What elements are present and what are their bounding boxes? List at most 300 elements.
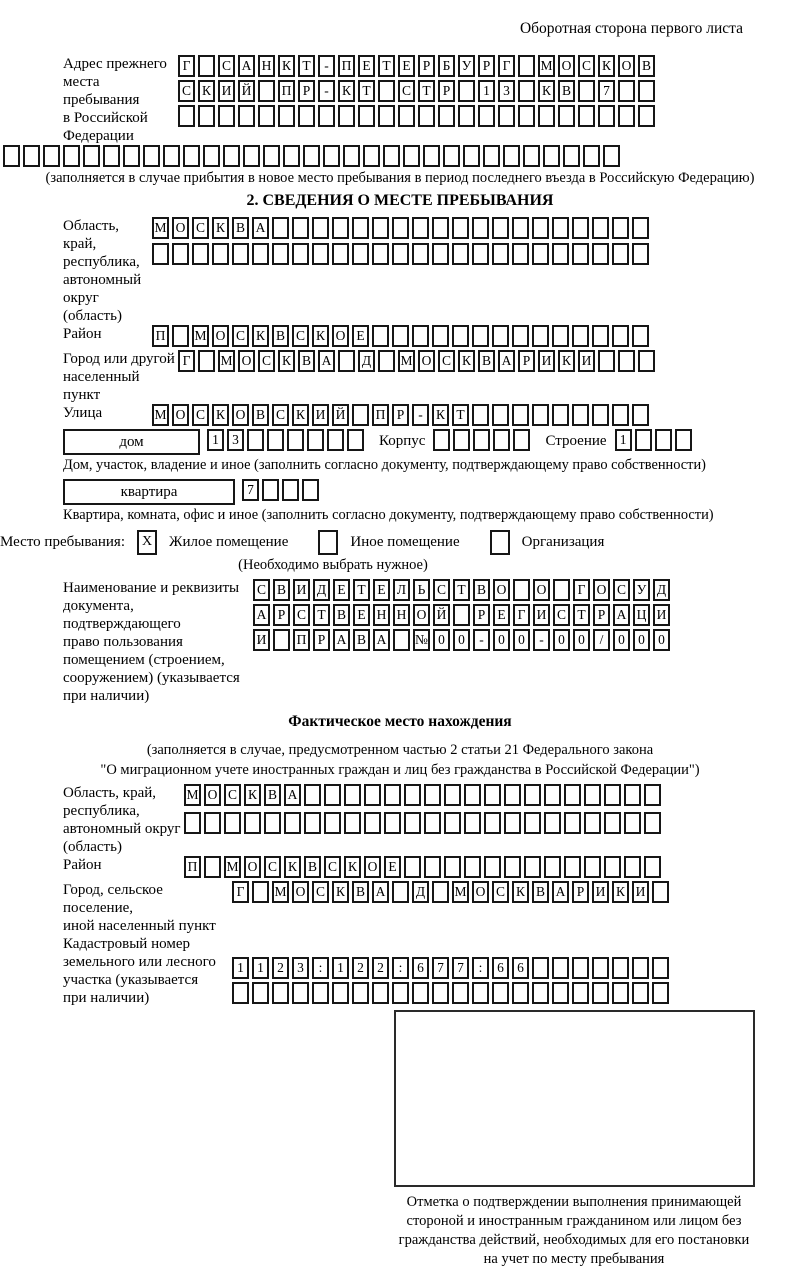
- char-cell: [472, 325, 489, 347]
- char-cell: [223, 145, 240, 167]
- char-cell: Т: [298, 55, 315, 77]
- actual-location-note-line-1: (заполняется в случае, предусмотренном частью 2 статьи 21 Федерального закона: [146, 741, 654, 758]
- region-row-1[interactable]: [152, 217, 652, 239]
- char-cell: О: [413, 604, 430, 626]
- char-cell: [504, 812, 521, 834]
- label-line: республика,: [63, 802, 140, 819]
- label-line: автономный округ: [63, 820, 181, 837]
- char-cell: [512, 243, 529, 265]
- char-cell: М: [192, 325, 209, 347]
- char-cell: [272, 243, 289, 265]
- char-cell: [292, 217, 309, 239]
- char-cell: [252, 243, 269, 265]
- char-cell: 2: [372, 957, 389, 979]
- char-cell: У: [458, 55, 475, 77]
- char-cell: [312, 217, 329, 239]
- label-line: (область): [63, 838, 122, 855]
- char-cell: Т: [418, 80, 435, 102]
- street-row[interactable]: [152, 404, 652, 426]
- char-cell: В: [304, 856, 321, 878]
- char-cell: [312, 982, 329, 1004]
- char-cell: [83, 145, 100, 167]
- house-section: [63, 429, 800, 455]
- char-cell: [464, 784, 481, 806]
- char-cell: [103, 145, 120, 167]
- char-cell: Р: [572, 881, 589, 903]
- char-cell: И: [653, 604, 670, 626]
- char-cell: [432, 325, 449, 347]
- char-cell: С: [292, 325, 309, 347]
- char-cell: Е: [352, 325, 369, 347]
- char-cell: [592, 404, 609, 426]
- char-cell: [3, 145, 20, 167]
- char-cell: Й: [332, 404, 349, 426]
- char-cell: К: [332, 881, 349, 903]
- char-cell: [513, 579, 530, 601]
- char-cell: Н: [393, 604, 410, 626]
- char-cell: [504, 784, 521, 806]
- char-cell: [63, 145, 80, 167]
- char-cell: 3: [498, 80, 515, 102]
- char-cell: К: [512, 881, 529, 903]
- stay-option-residential-label: Жилое помещение: [169, 534, 289, 551]
- char-cell: [244, 812, 261, 834]
- char-cell: [558, 105, 575, 127]
- char-cell: М: [152, 404, 169, 426]
- char-cell: Е: [333, 579, 350, 601]
- stroenie-label: Строение: [545, 433, 607, 450]
- char-cell: О: [364, 856, 381, 878]
- char-cell: [472, 404, 489, 426]
- char-cell: [632, 243, 649, 265]
- settlement-label: [63, 881, 232, 935]
- char-cell: [338, 350, 355, 372]
- char-cell: [23, 145, 40, 167]
- char-cell: [493, 429, 510, 451]
- char-cell: [272, 217, 289, 239]
- char-cell: [472, 982, 489, 1004]
- char-cell: 1: [232, 957, 249, 979]
- char-cell: [312, 243, 329, 265]
- char-cell: Г: [573, 579, 590, 601]
- char-cell: [592, 957, 609, 979]
- label-line: иной населенный пункт: [63, 917, 216, 934]
- char-cell: О: [493, 579, 510, 601]
- char-cell: [198, 105, 215, 127]
- char-cell: [492, 982, 509, 1004]
- char-cell: Г: [178, 55, 195, 77]
- char-cell: В: [232, 217, 249, 239]
- char-cell: [278, 105, 295, 127]
- document-row-1[interactable]: [253, 579, 673, 601]
- document-row-3[interactable]: [253, 629, 673, 651]
- char-cell: [632, 404, 649, 426]
- char-cell: [484, 856, 501, 878]
- char-cell: [564, 812, 581, 834]
- char-cell: С: [218, 55, 235, 77]
- char-cell: С: [438, 350, 455, 372]
- prev-address-grid: [178, 55, 658, 130]
- section2-title: 2. СВЕДЕНИЯ О МЕСТЕ ПРЕБЫВАНИЯ: [246, 191, 554, 209]
- actual-district-row[interactable]: [184, 856, 664, 878]
- char-cell: 0: [513, 629, 530, 651]
- label-line: Область, край,: [63, 218, 120, 253]
- city-label: [63, 350, 178, 404]
- district-row[interactable]: [152, 325, 652, 347]
- char-cell: Б: [438, 55, 455, 77]
- prev-address-label: [63, 55, 178, 145]
- char-cell: [618, 80, 635, 102]
- char-cell: Р: [473, 604, 490, 626]
- char-cell: -: [318, 55, 335, 77]
- char-cell: С: [178, 80, 195, 102]
- char-cell: К: [278, 55, 295, 77]
- char-cell: [655, 429, 672, 451]
- char-cell: С: [312, 881, 329, 903]
- char-cell: И: [578, 350, 595, 372]
- cadastral-row-1[interactable]: [232, 957, 672, 979]
- char-cell: С: [398, 80, 415, 102]
- char-cell: [412, 325, 429, 347]
- char-cell: [472, 217, 489, 239]
- char-cell: 1: [207, 429, 224, 451]
- label-line: при наличии): [63, 989, 150, 1006]
- char-cell: Н: [258, 55, 275, 77]
- char-cell: [472, 243, 489, 265]
- char-cell: [552, 982, 569, 1004]
- back-side-note: Оборотная сторона первого листа: [519, 20, 743, 37]
- label-line: в Российской: [63, 109, 148, 126]
- char-cell: [384, 784, 401, 806]
- char-cell: Т: [573, 604, 590, 626]
- char-cell: [332, 982, 349, 1004]
- char-cell: И: [312, 404, 329, 426]
- char-cell: К: [212, 217, 229, 239]
- char-cell: №: [413, 629, 430, 651]
- char-cell: А: [372, 881, 389, 903]
- char-cell: 6: [412, 957, 429, 979]
- char-cell: [378, 80, 395, 102]
- char-cell: П: [278, 80, 295, 102]
- char-cell: [392, 881, 409, 903]
- char-cell: И: [538, 350, 555, 372]
- region-row-2[interactable]: [152, 243, 652, 265]
- char-cell: [578, 80, 595, 102]
- label-line: республика,: [63, 254, 140, 271]
- char-cell: С: [224, 784, 241, 806]
- char-cell: [552, 957, 569, 979]
- char-cell: [652, 881, 669, 903]
- char-cell: -: [412, 404, 429, 426]
- stroenie-row[interactable]: [615, 429, 695, 451]
- char-cell: [324, 784, 341, 806]
- prev-address-section: [63, 55, 800, 145]
- char-cell: [443, 145, 460, 167]
- char-cell: М: [398, 350, 415, 372]
- label-line: стороной и иностранным гражданином или лицом без: [406, 1212, 742, 1229]
- confirmation-stamp-box: [394, 1010, 755, 1187]
- char-cell: С: [553, 604, 570, 626]
- char-cell: [347, 429, 364, 451]
- korpus-row[interactable]: [433, 429, 533, 451]
- char-cell: 7: [452, 957, 469, 979]
- label-line: Город, сельское поселение,: [63, 881, 163, 916]
- char-cell: [458, 80, 475, 102]
- char-cell: [424, 856, 441, 878]
- char-cell: Е: [493, 604, 510, 626]
- char-cell: [492, 243, 509, 265]
- stay-type-section: [0, 530, 800, 555]
- char-cell: [424, 784, 441, 806]
- char-cell: М: [272, 881, 289, 903]
- char-cell: [444, 856, 461, 878]
- char-cell: [612, 404, 629, 426]
- char-cell: М: [538, 55, 555, 77]
- char-cell: [544, 812, 561, 834]
- char-cell: Е: [373, 579, 390, 601]
- stay-option-organization-checkbox[interactable]: [490, 530, 510, 555]
- label-line: Наименование и реквизиты: [63, 580, 240, 597]
- char-cell: [372, 217, 389, 239]
- char-cell: Г: [513, 604, 530, 626]
- char-cell: [503, 145, 520, 167]
- char-cell: А: [253, 604, 270, 626]
- char-cell: [432, 217, 449, 239]
- char-cell: [383, 145, 400, 167]
- char-cell: К: [252, 325, 269, 347]
- apartment-note: Квартира, комната, офис и иное (заполнить согласно документу, подтверждающему право собственности): [63, 507, 714, 524]
- char-cell: [192, 243, 209, 265]
- char-cell: И: [293, 579, 310, 601]
- settlement-row[interactable]: [232, 881, 672, 903]
- char-cell: С: [232, 325, 249, 347]
- char-cell: А: [498, 350, 515, 372]
- label-line: места пребывания: [63, 73, 140, 108]
- char-cell: С: [253, 579, 270, 601]
- char-cell: [178, 105, 195, 127]
- char-cell: С: [192, 404, 209, 426]
- stamp-caption: [388, 1193, 760, 1269]
- char-cell: Е: [353, 604, 370, 626]
- document-section: [63, 579, 800, 705]
- char-cell: [604, 856, 621, 878]
- char-cell: О: [533, 579, 550, 601]
- char-cell: [412, 982, 429, 1004]
- char-cell: П: [338, 55, 355, 77]
- char-cell: [204, 856, 221, 878]
- char-cell: [444, 812, 461, 834]
- char-cell: [604, 784, 621, 806]
- char-cell: [352, 982, 369, 1004]
- char-cell: В: [333, 604, 350, 626]
- char-cell: С: [192, 217, 209, 239]
- char-cell: [458, 105, 475, 127]
- stay-type-note: (Необходимо выбрать нужное): [238, 556, 428, 573]
- char-cell: [498, 105, 515, 127]
- char-cell: [432, 881, 449, 903]
- stay-option-residential-checkbox[interactable]: X: [137, 530, 157, 555]
- char-cell: [564, 784, 581, 806]
- char-cell: [303, 145, 320, 167]
- document-row-2[interactable]: [253, 604, 673, 626]
- char-cell: [524, 784, 541, 806]
- prev-address-row-2[interactable]: [178, 80, 658, 102]
- char-cell: [323, 145, 340, 167]
- char-cell: 3: [227, 429, 244, 451]
- prev-address-row-4[interactable]: [3, 145, 800, 167]
- region-section: [63, 217, 800, 325]
- char-cell: [652, 957, 669, 979]
- char-cell: [358, 105, 375, 127]
- char-cell: [432, 243, 449, 265]
- char-cell: /: [593, 629, 610, 651]
- char-cell: С: [272, 404, 289, 426]
- char-cell: О: [238, 350, 255, 372]
- char-cell: [463, 145, 480, 167]
- char-cell: М: [452, 881, 469, 903]
- char-cell: К: [292, 404, 309, 426]
- char-cell: Р: [478, 55, 495, 77]
- char-cell: [432, 982, 449, 1004]
- char-cell: [273, 629, 290, 651]
- char-cell: [532, 243, 549, 265]
- char-cell: М: [184, 784, 201, 806]
- char-cell: С: [293, 604, 310, 626]
- char-cell: [572, 404, 589, 426]
- char-cell: [592, 982, 609, 1004]
- char-cell: 7: [432, 957, 449, 979]
- char-cell: [238, 105, 255, 127]
- char-cell: В: [558, 80, 575, 102]
- char-cell: [283, 145, 300, 167]
- char-cell: [538, 105, 555, 127]
- char-cell: [532, 217, 549, 239]
- actual-location-note-line-2: "О миграционном учете иностранных граждан и лиц без гражданства в Российской Федерации"): [100, 761, 700, 778]
- char-cell: [152, 243, 169, 265]
- char-cell: А: [373, 629, 390, 651]
- char-cell: [532, 404, 549, 426]
- char-cell: [564, 856, 581, 878]
- char-cell: К: [284, 856, 301, 878]
- stay-type-label: Место пребывания:: [0, 534, 125, 551]
- char-cell: 0: [553, 629, 570, 651]
- char-cell: 2: [352, 957, 369, 979]
- prev-address-note: (заполняется в случае прибытия в новое место пребывания в период последнего въезда в Российскую Федерацию): [45, 169, 755, 186]
- char-cell: [298, 105, 315, 127]
- char-cell: [512, 217, 529, 239]
- house-number-row[interactable]: [207, 429, 367, 451]
- char-cell: [572, 982, 589, 1004]
- char-cell: [532, 957, 549, 979]
- char-cell: 0: [493, 629, 510, 651]
- label-line: округ (область): [63, 290, 122, 325]
- actual-region-row-2[interactable]: [184, 812, 664, 834]
- house-name-box[interactable]: дом: [63, 429, 200, 455]
- document-grid: [253, 579, 673, 654]
- char-cell: [544, 784, 561, 806]
- stay-option-other-checkbox[interactable]: [318, 530, 338, 555]
- char-cell: [452, 243, 469, 265]
- city-row[interactable]: [178, 350, 658, 372]
- char-cell: Т: [452, 404, 469, 426]
- char-cell: [263, 145, 280, 167]
- char-cell: [252, 881, 269, 903]
- char-cell: [632, 325, 649, 347]
- char-cell: И: [218, 80, 235, 102]
- char-cell: [513, 429, 530, 451]
- char-cell: [452, 982, 469, 1004]
- char-cell: Д: [358, 350, 375, 372]
- label-line: Город или другой: [63, 351, 175, 368]
- district-section: [63, 325, 800, 350]
- char-cell: [612, 217, 629, 239]
- char-cell: [198, 55, 215, 77]
- char-cell: 0: [613, 629, 630, 651]
- char-cell: [632, 982, 649, 1004]
- char-cell: [584, 784, 601, 806]
- cadastral-section: [63, 935, 800, 1007]
- apartment-number-row[interactable]: [242, 479, 322, 501]
- char-cell: [203, 145, 220, 167]
- cadastral-row-2[interactable]: [232, 982, 672, 1004]
- char-cell: А: [252, 217, 269, 239]
- char-cell: 3: [292, 957, 309, 979]
- char-cell: А: [238, 55, 255, 77]
- char-cell: [512, 325, 529, 347]
- char-cell: [378, 105, 395, 127]
- prev-address-row-3[interactable]: [178, 105, 658, 127]
- char-cell: [412, 217, 429, 239]
- char-cell: В: [272, 325, 289, 347]
- char-cell: -: [473, 629, 490, 651]
- char-cell: В: [252, 404, 269, 426]
- char-cell: А: [613, 604, 630, 626]
- char-cell: [384, 812, 401, 834]
- apartment-name-box[interactable]: квартира: [63, 479, 235, 505]
- actual-district-label: Район: [63, 856, 102, 873]
- char-cell: [304, 784, 321, 806]
- char-cell: [423, 145, 440, 167]
- char-cell: С: [433, 579, 450, 601]
- char-cell: [638, 350, 655, 372]
- char-cell: [492, 325, 509, 347]
- char-cell: М: [218, 350, 235, 372]
- char-cell: [204, 812, 221, 834]
- actual-region-row-1[interactable]: [184, 784, 664, 806]
- char-cell: Р: [593, 604, 610, 626]
- char-cell: К: [432, 404, 449, 426]
- char-cell: [262, 479, 279, 501]
- char-cell: [552, 243, 569, 265]
- char-cell: [552, 325, 569, 347]
- char-cell: [524, 856, 541, 878]
- char-cell: [492, 217, 509, 239]
- char-cell: [327, 429, 344, 451]
- char-cell: [247, 429, 264, 451]
- prev-address-row-1[interactable]: [178, 55, 658, 77]
- char-cell: [284, 812, 301, 834]
- label-line: на учет по месту пребывания: [483, 1250, 665, 1267]
- char-cell: [638, 80, 655, 102]
- char-cell: Е: [358, 55, 375, 77]
- char-cell: [624, 856, 641, 878]
- char-cell: [372, 982, 389, 1004]
- char-cell: К: [198, 80, 215, 102]
- char-cell: Й: [433, 604, 450, 626]
- char-cell: В: [473, 579, 490, 601]
- char-cell: 0: [433, 629, 450, 651]
- char-cell: [518, 80, 535, 102]
